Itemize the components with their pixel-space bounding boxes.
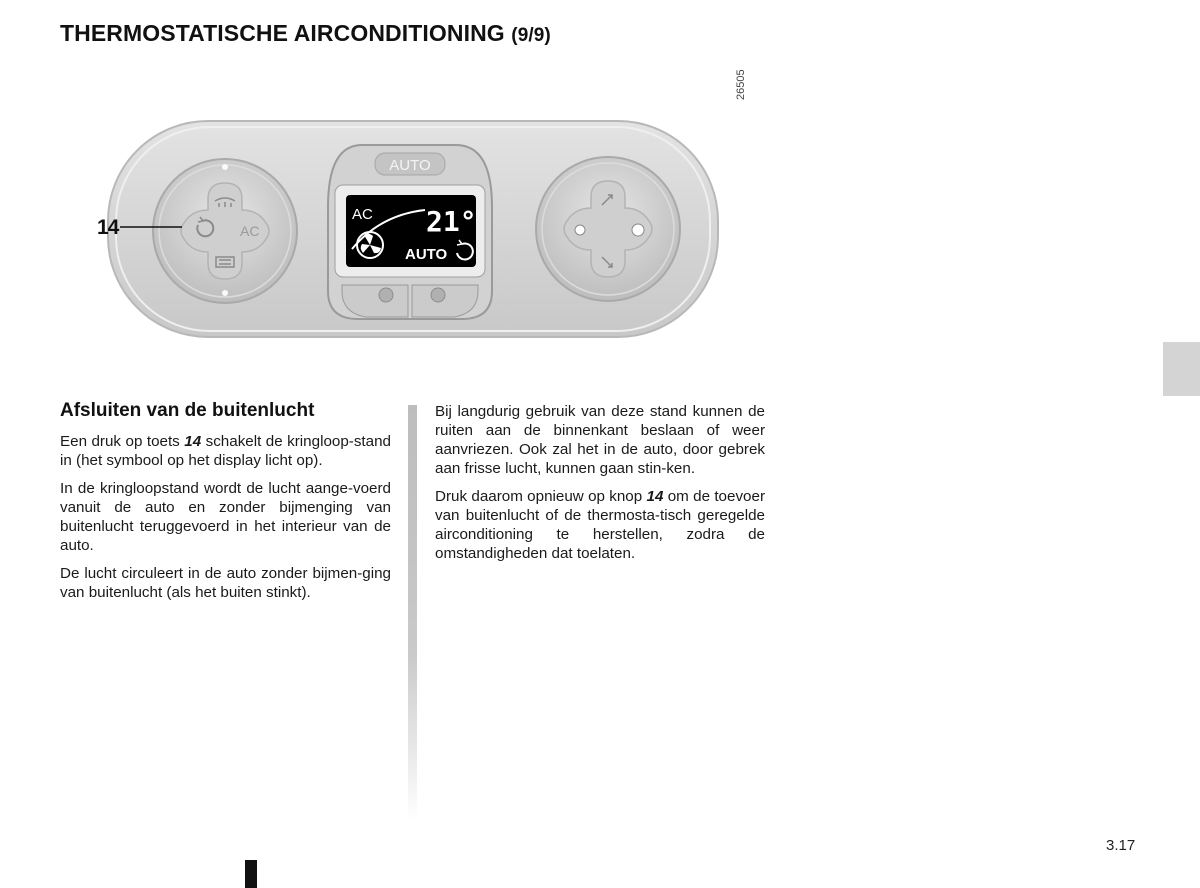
right-control-knob [536,157,680,301]
right-p2-after: om de toevoer van buitenlucht of de thermosta-tisch geregelde airconditioning te herstellen, zodra de omstandigheden dat toelaten. [435,488,765,562]
callout-label-14: 14 [97,216,119,239]
lcd-auto-text: AUTO [405,246,448,263]
center-display-unit [328,145,492,319]
page-number: 3.17 [1106,837,1136,854]
left-column [60,400,391,611]
right-p2-ref: 14 [646,488,664,505]
lcd-temperature: 21° [426,205,477,238]
right-paragraph-1: Bij langdurig gebruik van deze stand kunnen de ruiten aan de binnenkant beslaan of weer aanvriezen. Ook zal het in de auto, door gebrek aan frisse lucht, kunnen gaan stin-ken. [435,403,765,477]
climate-panel-illustration [90,115,730,345]
fan-high-icon [632,224,644,236]
section-heading: Afsluiten van de buitenlucht [60,400,315,421]
left-p1-before: Een druk op toets [60,433,185,450]
auto-button-label: AUTO [389,157,431,174]
chapter-side-tab [1163,342,1200,396]
bottom-crop-mark [245,860,257,888]
column-divider [408,405,417,820]
lcd-ac-text: AC [352,206,373,223]
left-control-knob [153,159,297,303]
page-title-text: THERMOSTATISCHE AIRCONDITIONING [60,20,505,46]
left-paragraph-1 [60,432,391,470]
fan-low-icon [575,225,585,235]
right-paragraph-2 [435,487,765,563]
left-p1-after: schakelt de kringloop-stand in (het symbool op het display licht op). [60,433,391,469]
left-knob-ac-label: AC [240,223,260,239]
figure-code: 26505 [735,69,747,100]
left-p1-ref: 14 [184,433,202,450]
left-paragraph-2: In de kringloopstand wordt de lucht aange-voerd vanuit de auto en zonder bijmenging van buitenlucht teruggevoerd in het interieur van de auto. [60,480,391,554]
right-column [435,402,765,572]
page-title [60,20,551,47]
left-paragraph-3: De lucht circuleert in de auto zonder bijmen-ging van buitenlucht (als het buiten stinkt). [60,565,391,601]
page-title-suffix: (9/9) [511,25,551,46]
right-p2-before: Druk daarom opnieuw op knop [435,488,647,505]
